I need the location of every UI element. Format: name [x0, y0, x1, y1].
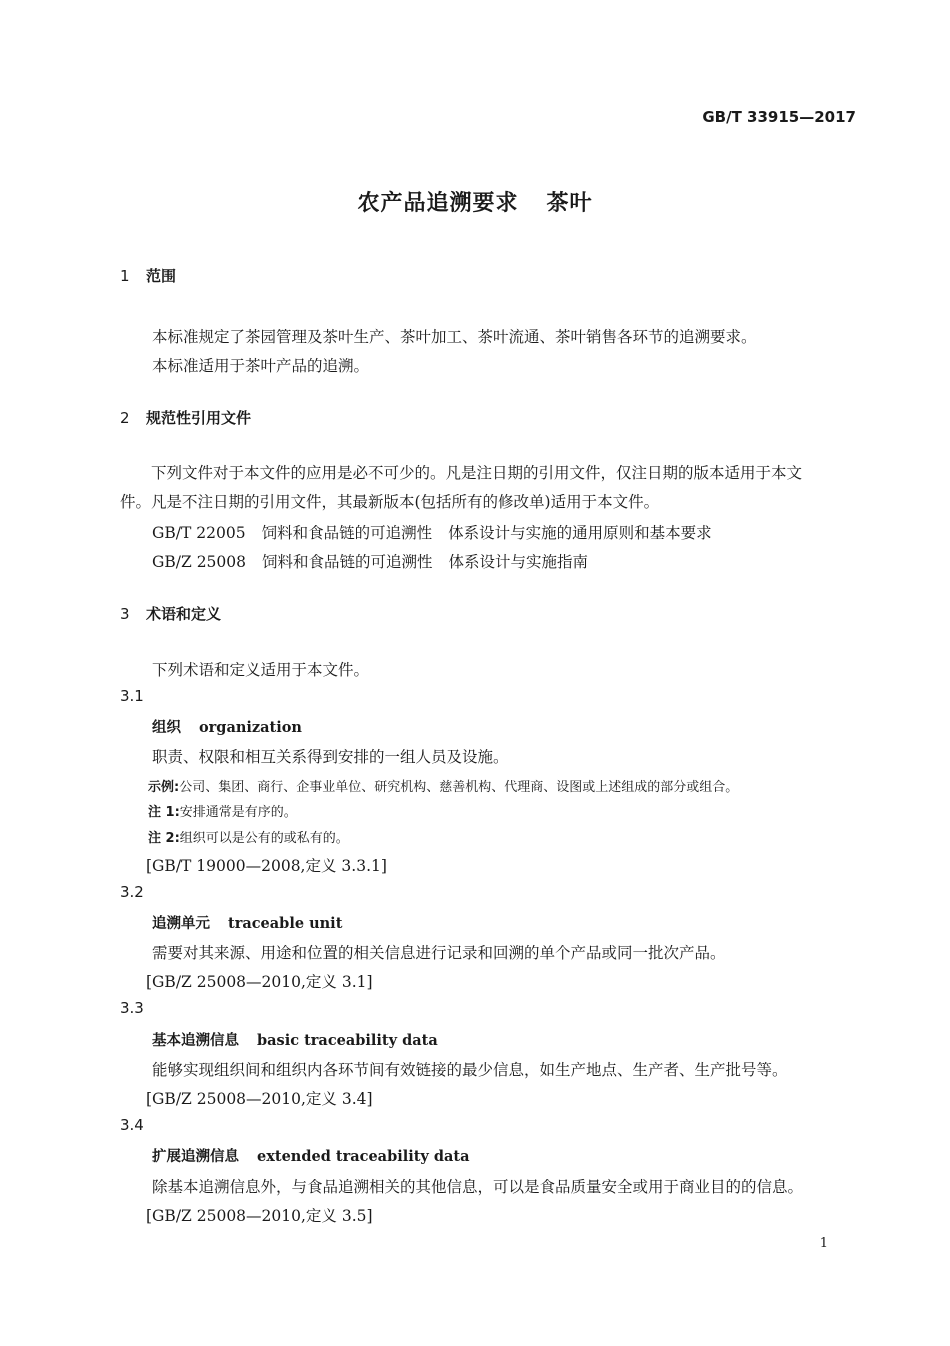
term-definition: 需要对其来源、用途和位置的相关信息进行记录和回溯的单个产品或同一批次产品。 — [152, 944, 726, 962]
note-text: 安排通常是有序的。 — [179, 805, 297, 820]
clause-number: 3.3 — [120, 999, 144, 1017]
scope-paragraph-1: 本标准规定了茶园管理及茶叶生产、茶叶加工、茶叶流通、茶叶销售各环节的追溯要求。 — [152, 328, 757, 346]
reference-title-a: 饲料和食品链的可追溯性 — [262, 553, 433, 571]
reference-item — [152, 550, 588, 572]
section-heading-normative — [120, 407, 251, 428]
term-source: [GB/T 19000—2008,定义 3.3.1] — [146, 857, 387, 875]
term-zh: 基本追溯信息 — [152, 1033, 239, 1049]
term-note-2 — [148, 827, 349, 846]
reference-item — [152, 521, 712, 543]
normative-intro: 下列文件对于本文件的应用是必不可少的。凡是注日期的引用文件，仅注日期的版本适用于本文件。凡是不注日期的引用文件，其最新版本(包括所有的修改单)适用于本文件。 — [120, 464, 803, 511]
title-sub: 茶叶 — [546, 191, 593, 216]
section-number: 2 — [120, 409, 130, 427]
clause-number: 3.2 — [120, 883, 144, 901]
note-label: 注 1: — [148, 805, 180, 820]
reference-code: GB/T 22005 — [152, 524, 246, 542]
term-source: [GB/Z 25008—2010,定义 3.1] — [146, 973, 373, 991]
section-title: 范围 — [146, 267, 177, 285]
section-number: 3 — [120, 605, 130, 623]
scope-paragraph-2: 本标准适用于茶叶产品的追溯。 — [152, 357, 370, 375]
section-number: 1 — [120, 267, 130, 285]
term-definition: 除基本追溯信息外，与食品追溯相关的其他信息，可以是食品质量安全或用于商业目的的信息。 — [152, 1178, 804, 1196]
note-text: 组织可以是公有的或私有的。 — [179, 831, 349, 846]
term-source: [GB/Z 25008—2010,定义 3.4] — [146, 1090, 373, 1108]
section-heading-scope — [120, 265, 176, 286]
note-label: 注 2: — [148, 831, 180, 846]
term-en: traceable unit — [228, 915, 343, 932]
term-zh: 扩展追溯信息 — [152, 1149, 239, 1165]
term-zh: 追溯单元 — [152, 916, 210, 932]
reference-title-b: 体系设计与实施的通用原则和基本要求 — [448, 524, 712, 542]
section-title: 术语和定义 — [146, 605, 222, 623]
section-title: 规范性引用文件 — [146, 409, 252, 427]
term-en: basic traceability data — [257, 1032, 438, 1049]
term-source: [GB/Z 25008—2010,定义 3.5] — [146, 1207, 373, 1225]
term-en: organization — [199, 719, 302, 736]
title-main: 农产品追溯要求 — [357, 191, 519, 216]
term-heading — [152, 716, 302, 737]
term-definition: 能够实现组织间和组织内各环节间有效链接的最少信息，如生产地点、生产者、生产批号等。 — [152, 1061, 788, 1079]
term-heading — [152, 1029, 438, 1050]
example-text: 公司、集团、商行、企事业单位、研究机构、慈善机构、代理商、设图或上述组成的部分或组合。 — [179, 780, 739, 795]
example-label: 示例: — [148, 780, 180, 795]
reference-title-b: 体系设计与实施指南 — [448, 553, 589, 571]
term-en: extended traceability data — [257, 1148, 470, 1165]
terms-intro: 下列术语和定义适用于本文件。 — [152, 661, 370, 679]
reference-code: GB/Z 25008 — [152, 553, 246, 571]
clause-number: 3.4 — [120, 1116, 144, 1134]
section-heading-terms — [120, 603, 221, 624]
standard-code: GB/T 33915—2017 — [702, 108, 856, 126]
clause-number: 3.1 — [120, 687, 144, 705]
term-heading — [152, 1145, 470, 1166]
term-example — [148, 776, 738, 795]
term-zh: 组织 — [152, 720, 181, 736]
term-definition: 职责、权限和相互关系得到安排的一组人员及设施。 — [152, 748, 509, 766]
document-title — [0, 186, 950, 217]
page-number: 1 — [819, 1236, 828, 1251]
reference-title-a: 饲料和食品链的可追溯性 — [261, 524, 433, 542]
term-note-1 — [148, 801, 297, 820]
term-heading — [152, 912, 342, 933]
